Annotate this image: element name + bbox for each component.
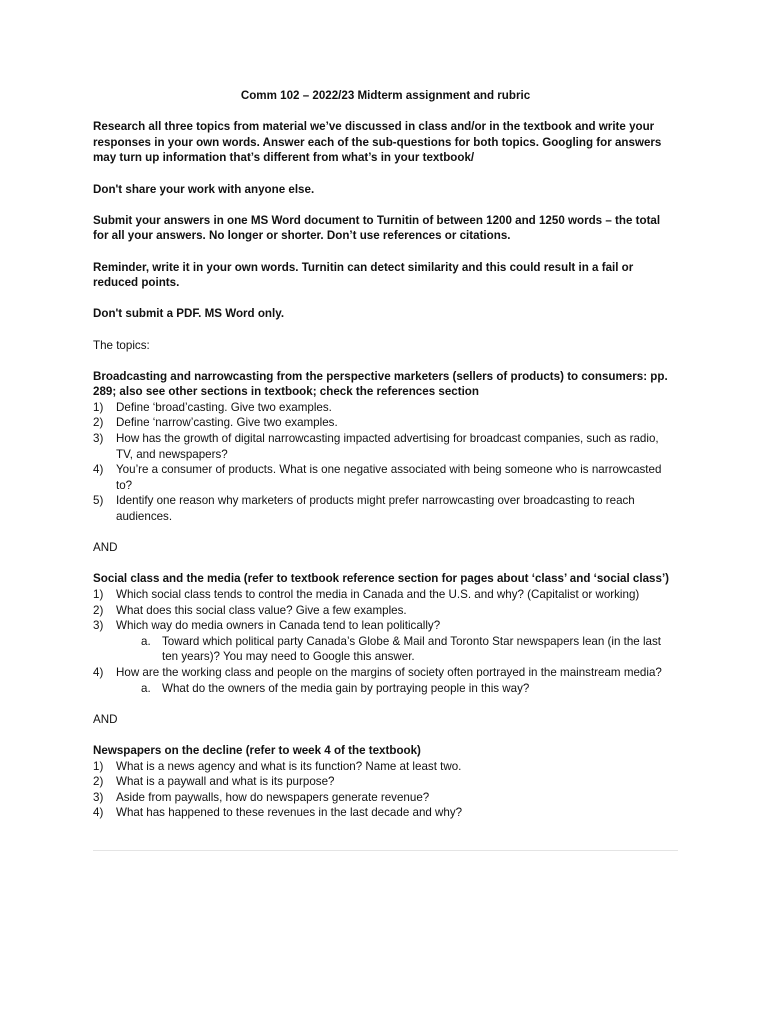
section-heading-newspapers: Newspapers on the decline (refer to week 4 of the textbook): [93, 743, 421, 757]
question-text: Define ‘narrow’casting. Give two examples.: [116, 416, 338, 430]
question-text: What does this social class value? Give a few examples.: [116, 603, 407, 617]
question-number: 2): [93, 416, 104, 430]
question-item: [93, 415, 678, 431]
question-number: 2): [93, 603, 104, 617]
sub-question-text: What do the owners of the media gain by portraying people in this way?: [162, 681, 530, 695]
question-item: [93, 587, 678, 603]
sub-question-letter: a.: [141, 634, 151, 648]
question-text: What has happened to these revenues in the last decade and why?: [116, 806, 463, 820]
sub-question-list: [116, 634, 678, 665]
sub-question-list: [116, 681, 678, 697]
question-text: Which way do media owners in Canada tend to lean politically?: [116, 619, 441, 633]
question-item: [93, 493, 678, 524]
question-text: Aside from paywalls, how do newspapers generate revenue?: [116, 790, 430, 804]
question-number: 5): [93, 494, 104, 508]
sub-question-item: [116, 681, 678, 697]
question-item: [93, 665, 678, 696]
question-item: [93, 618, 678, 665]
question-text: Define ‘broad’casting. Give two examples.: [116, 400, 332, 414]
question-text: You’re a consumer of products. What is one negative associated with being someone who is narrowcasted to?: [116, 463, 662, 492]
no-share-paragraph: Don't share your work with anyone else.: [93, 182, 315, 196]
document-page: [93, 88, 678, 837]
question-list-newspapers: [93, 759, 678, 821]
topics-label: The topics:: [93, 338, 150, 352]
question-number: 2): [93, 775, 104, 789]
question-number: 3): [93, 790, 104, 804]
question-list-broadcasting: [93, 400, 678, 525]
question-text: How has the growth of digital narrowcasting impacted advertising for broadcast companies, such as radio, TV, and newspapers?: [116, 432, 659, 461]
question-item: [93, 774, 678, 790]
section-heading-broadcasting: Broadcasting and narrowcasting from the perspective marketers (sellers of products) to consumers: pp. 289; also see other sections in textbook; check the references section: [93, 369, 668, 399]
question-number: 1): [93, 759, 104, 773]
question-number: 4): [93, 463, 104, 477]
question-text: Which social class tends to control the media in Canada and the U.S. and why? (Capitalist or working): [116, 588, 640, 601]
sub-question-text: Toward which political party Canada’s Globe & Mail and Toronto Star newspapers lean (in the last ten years)? You may need to Google this answer.: [162, 634, 662, 664]
question-number: 1): [93, 588, 104, 601]
question-item: [93, 603, 678, 619]
question-number: 4): [93, 806, 104, 820]
no-pdf-paragraph: Don't submit a PDF. MS Word only.: [93, 307, 285, 321]
intro-paragraph: Research all three topics from material we’ve discussed in class and/or in the textbook and write your responses in your own words. Answer each of the sub-questions for both topics. Googling for answers may turn up information that’s different from what’s in your textbook/: [93, 120, 662, 165]
question-text: What is a paywall and what is its purpose?: [116, 775, 335, 789]
page-divider: [93, 850, 678, 851]
question-item: [93, 431, 678, 462]
and-separator: AND: [93, 541, 118, 555]
question-item: [93, 462, 678, 493]
question-number: 3): [93, 432, 104, 446]
question-item: [93, 790, 678, 806]
question-item: [93, 759, 678, 775]
submit-paragraph: Submit your answers in one MS Word document to Turnitin of between 1200 and 1250 words – the total for all your answers. No longer or shorter. Don’t use references or citations.: [93, 213, 661, 243]
document-title: Comm 102 – 2022/23 Midterm assignment and rubric: [240, 89, 531, 102]
sub-question-item: [116, 634, 678, 665]
question-number: 1): [93, 400, 104, 414]
reminder-paragraph: Reminder, write it in your own words. Turnitin can detect similarity and this could result in a fail or reduced points.: [93, 260, 634, 290]
question-item: [93, 400, 678, 416]
question-list-social-class: [93, 587, 678, 696]
sub-question-letter: a.: [141, 681, 151, 695]
section-heading-social-class: Social class and the media (refer to textbook reference section for pages about ‘class’ and ‘social class’): [93, 572, 670, 586]
and-separator: AND: [93, 712, 118, 726]
question-number: 4): [93, 665, 104, 679]
question-number: 3): [93, 619, 104, 633]
question-text: Identify one reason why marketers of products might prefer narrowcasting over broadcasting to reach audiences.: [116, 494, 635, 524]
question-text: How are the working class and people on the margins of society often portrayed in the mainstream media?: [116, 665, 662, 679]
question-text: What is a news agency and what is its function? Name at least two.: [116, 759, 462, 773]
question-item: [93, 805, 678, 821]
